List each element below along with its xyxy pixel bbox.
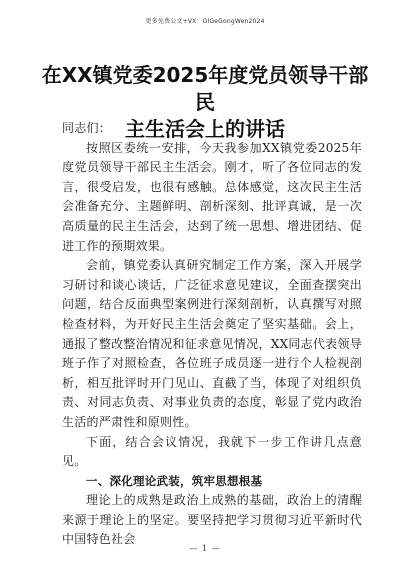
paragraph-2: 会前，镇党委认真研究制定工作方案，深入开展学习研讨和谈心谈话，广泛征求意见建议，全面查摆突出问题，结合反面典型案例进行深刻剖析，认真撰写对照检查材料，为开好民主生活会奠定了坚实基础。会上，通报了整改整治情况和征求意见情况，XX同志代表领导班子作了对照检查，各位班子成员逐一进行个人检视剖析，相互批评时开门见山、直截了当，体现了对组织负责、对同志负责、对事业负责的态度，彰显了党内政治生活的严肃性和原则性。 — [62, 258, 362, 429]
body-text — [62, 119, 362, 550]
header-note: 更多免费公文+VX：GlGeGongWen2024 — [145, 18, 265, 25]
title-line-1: 在XX镇党委2025年度党员领导干部民 — [41, 63, 369, 114]
page-number: — 1 — — [189, 544, 221, 553]
section-heading: 一、深化理论武装，筑牢思想根基 — [86, 473, 263, 488]
paragraph-1: 按照区委统一安排，今天我参加XX镇党委2025年度党员领导干部民主生活会。刚才，听了各位同志的发言，很受启发，也很有感触。总体感觉，这次民主生活会准备充分、主题鲜明、剖析深刻、批评真诚，是一次高质量的民主生活会，达到了统一思想、增进团结、促进工作的预期效果。 — [62, 140, 362, 253]
title-line-2: 主生活会上的讲话 — [125, 117, 285, 141]
paragraph-4: 理论上的成熟是政治上成熟的基础，政治上的清醒来源于理论上的坚定。要坚持把学习贯彻习近平新时代中国特色社会 — [62, 493, 362, 547]
salutation: 同志们： — [62, 121, 112, 135]
paragraph-3: 下面，结合会议情况，我就下一步工作讲几点意见。 — [62, 434, 362, 469]
